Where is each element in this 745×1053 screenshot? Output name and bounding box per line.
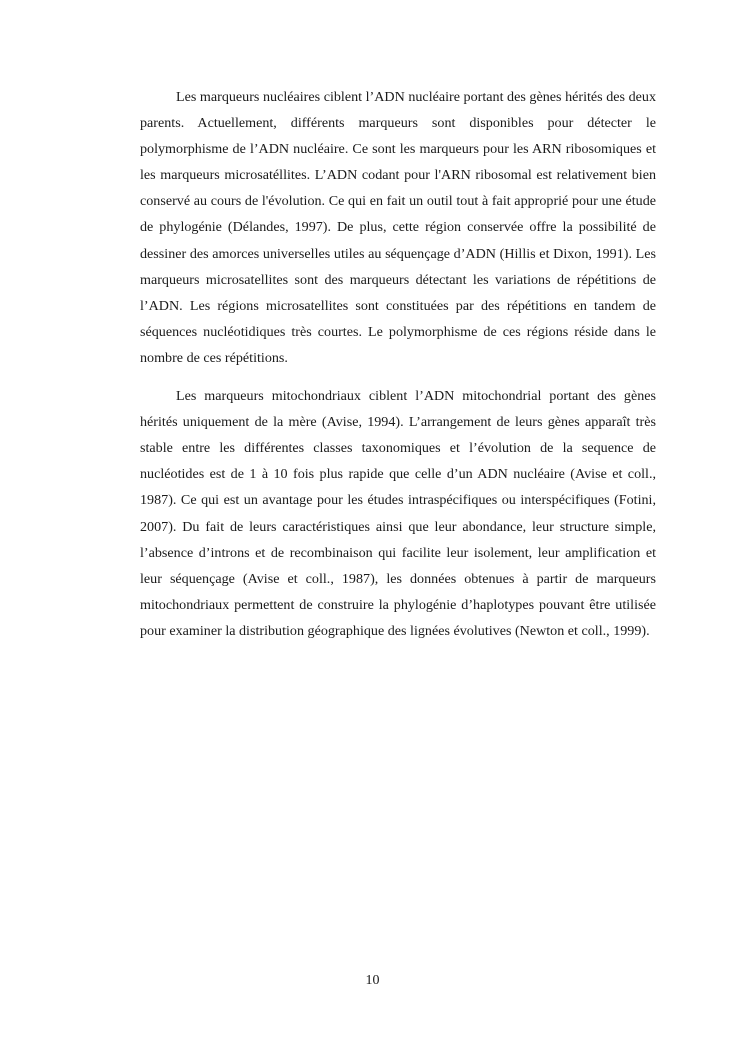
- body-text: [140, 84, 656, 644]
- paragraph-mitochondrial-markers: Les marqueurs mitochondriaux ciblent l’ADN mitochondrial portant des gènes hérités uniquement de la mère (Avise, 1994). L’arrangement de leurs gènes apparaît très stable entre les différentes classes taxonomiques et l’évolution de la sequence de nucléotides est de 1 à 10 fois plus rapide que celle d’un ADN nucléaire (Avise et coll., 1987). Ce qui est un avantage pour les études intraspécifiques ou interspécifiques (Fotini, 2007). Du fait de leurs caractéristiques ainsi que leur abondance, leur structure simple, l’absence d’introns et de recombinaison qui facilite leur isolement, leur amplification et leur séquençage (Avise et coll., 1987), les données obtenues à partir de marqueurs mitochondriaux permettent de construire la phylogénie d’haplotypes pouvant être utilisée pour examiner la distribution géographique des lignées évolutives (Newton et coll., 1999).: [140, 388, 656, 639]
- paragraph-nuclear-markers: Les marqueurs nucléaires ciblent l’ADN nucléaire portant des gènes hérités des deux parents. Actuellement, différents marqueurs sont disponibles pour détecter le polymorphisme de l’ADN nucléaire. Ce sont les marqueurs pour les ARN ribosomiques et les marqueurs microsatéllites. L’ADN codant pour l'ARN ribosomal est relativement bien conservé au cours de l'évolution. Ce qui en fait un outil tout à fait approprié pour une étude de phylogénie (Délandes, 1997). De plus, cette région conservée offre la possibilité de dessiner des amorces universelles utiles au séquençage d’ADN (Hillis et Dixon, 1991). Les marqueurs microsatellites sont des marqueurs détectant les variations de répétitions de l’ADN. Les régions microsatellites sont constituées par des répétitions en tandem de séquences nucléotidiques très courtes. Le polymorphisme de ces régions réside dans le nombre de ces répétitions.: [140, 89, 656, 366]
- page-number: 10: [365, 973, 380, 988]
